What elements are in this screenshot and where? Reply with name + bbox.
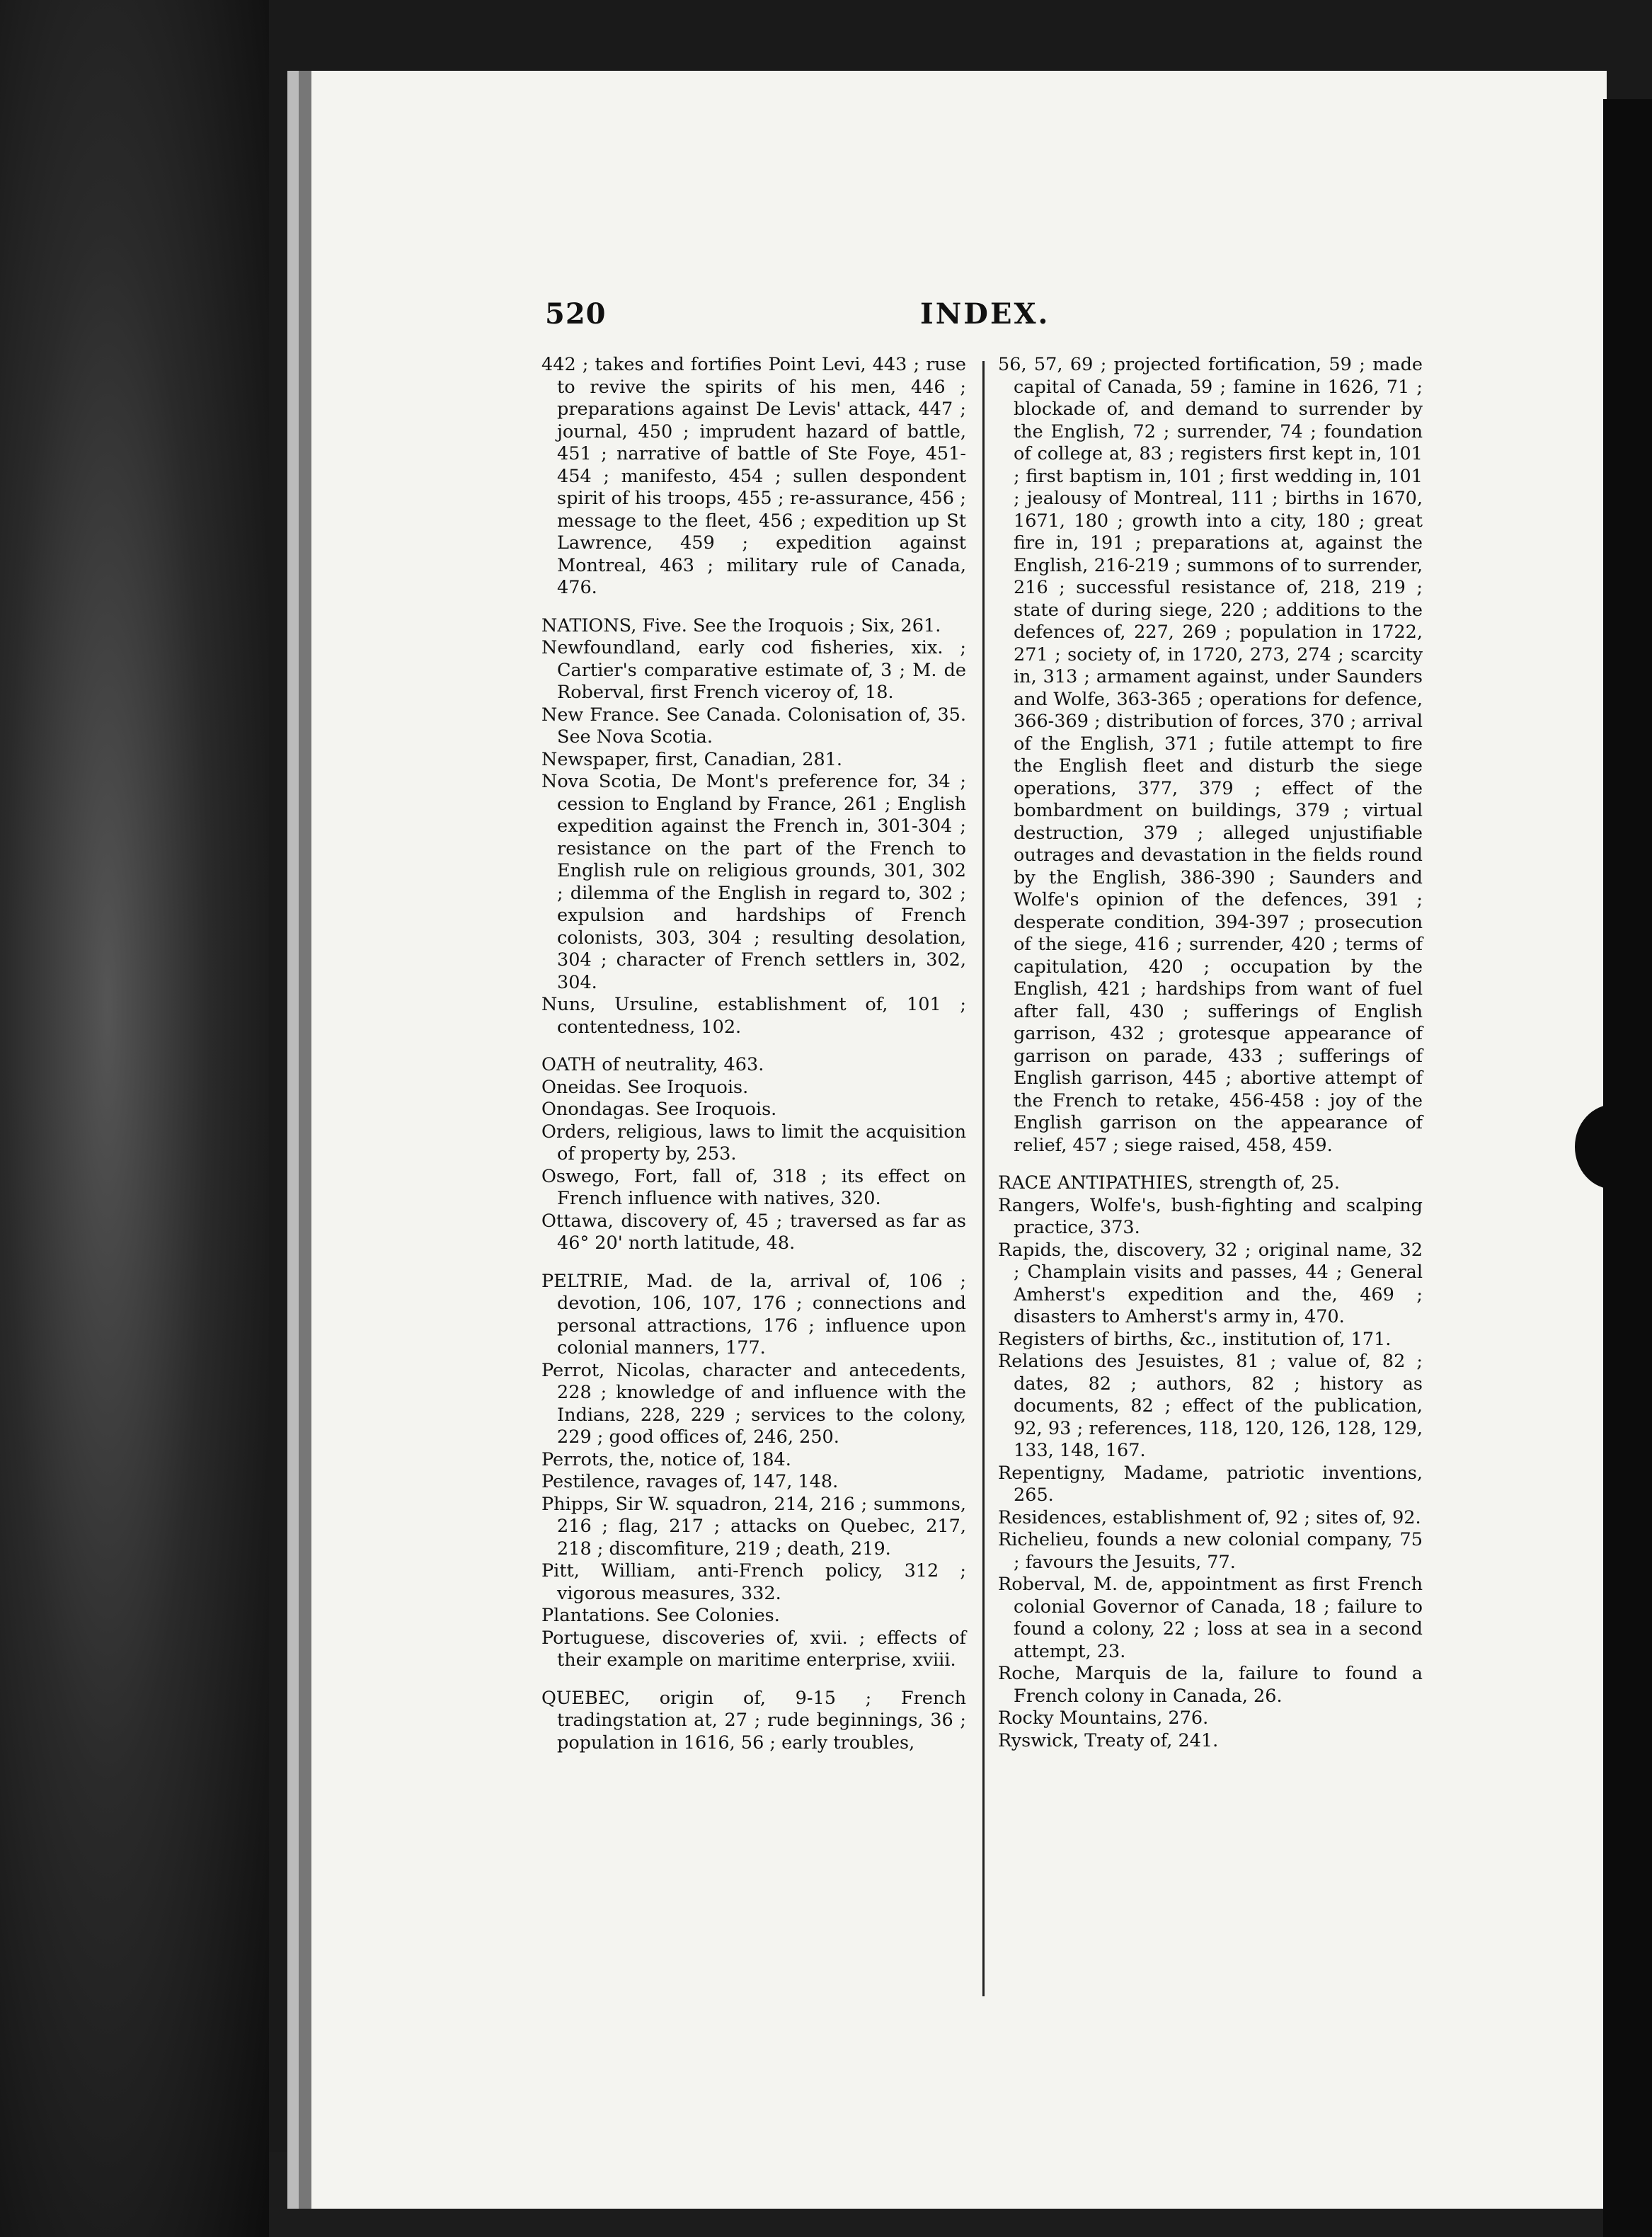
ink-blot <box>1575 1104 1652 1189</box>
index-entry: Roche, Marquis de la, failure to found a French colony in Canada, 26. <box>998 1663 1423 1707</box>
index-entry: QUEBEC, origin of, 9-15 ; French tradingstation at, 27 ; rude beginnings, 36 ; population in 1616, 56 ; early troubles, <box>541 1687 966 1753</box>
index-entry: Registers of births, &c., institution of, 171. <box>998 1328 1392 1350</box>
page-number: 520 <box>545 297 607 331</box>
index-entry: Portuguese, discoveries of, xvii. ; effects of their example on maritime enterprise, xviii. <box>541 1627 966 1671</box>
index-column-right <box>998 354 1423 1752</box>
index-entry: Oswego, Fort, fall of, 318 ; its effect on French influence with natives, 320. <box>541 1165 966 1209</box>
index-entry: Ottawa, discovery of, 45 ; traversed as far as 46° 20' north latitude, 48. <box>541 1210 966 1254</box>
index-entry: Nova Scotia, De Mont's preference for, 34 ; cession to England by France, 261 ; English expedition against the French in, 301-304 ; resistance on the part of the French to English rule on religious grounds, 301, 302 ; dilemma of the English in regard to, 302 ; expulsion and hardships of French colonists, 303, 304 ; resulting desolation, 304 ; character of French settlers in, 302, 304. <box>541 771 966 993</box>
index-entry: Ryswick, Treaty of, 241. <box>998 1729 1219 1751</box>
index-entry: Pitt, William, anti-French policy, 312 ; vigorous measures, 332. <box>541 1560 966 1604</box>
index-entry: Roberval, M. de, appointment as first French colonial Governor of Canada, 18 ; failure to found a colony, 22 ; loss at sea in a second attempt, 23. <box>998 1574 1423 1662</box>
index-entry: OATH of neutrality, 463. <box>541 1054 764 1075</box>
index-entry: PELTRIE, Mad. de la, arrival of, 106 ; devotion, 106, 107, 176 ; connections and personal attractions, 176 ; influence upon colonial manners, 177. <box>541 1270 966 1358</box>
index-entry: Perrots, the, notice of, 184. <box>541 1448 791 1470</box>
index-entry: Repentigny, Madame, patriotic inventions, 265. <box>998 1462 1423 1506</box>
index-entry: New France. See Canada. Colonisation of, 35. See Nova Scotia. <box>541 704 966 748</box>
index-entry: Rangers, Wolfe's, bush-fighting and scalping practice, 373. <box>998 1194 1423 1238</box>
index-entry: NATIONS, Five. See the Iroquois ; Six, 261. <box>541 614 941 636</box>
index-entry: Richelieu, founds a new colonial company, 75 ; favours the Jesuits, 77. <box>998 1529 1423 1573</box>
index-entry: 442 ; takes and fortifies Point Levi, 443 ; ruse to revive the spirits of his men, 446 ; preparations against De Levis' attack, 447 ; journal, 450 ; imprudent hazard of battle, 451 ; narrative of battle of Ste Foye, 451-454 ; manifesto, 454 ; sullen despondent spirit of his troops, 455 ; re-assurance, 456 ; message to the fleet, 456 ; expedition up St Lawrence, 459 ; expedition against Montreal, 463 ; military rule of Canada, 476. <box>541 354 966 598</box>
index-entry: Perrot, Nicolas, character and antecedents, 228 ; knowledge of and influence with the Indians, 228, 229 ; services to the colony, 229 ; good offices of, 246, 250. <box>541 1359 966 1448</box>
index-entry: Newfoundland, early cod fisheries, xix. ; Cartier's comparative estimate of, 3 ; M. de Roberval, first French viceroy of, 18. <box>541 637 966 703</box>
index-entry: Rocky Mountains, 276. <box>998 1707 1209 1729</box>
scan-background-left <box>0 0 269 2237</box>
index-column-left <box>541 354 966 1754</box>
index-entry: Pestilence, ravages of, 147, 148. <box>541 1471 839 1492</box>
index-entry: Residences, establishment of, 92 ; sites of, 92. <box>998 1506 1421 1528</box>
index-entry: Nuns, Ursuline, establishment of, 101 ; contentedness, 102. <box>541 994 966 1038</box>
index-entry: Plantations. See Colonies. <box>541 1605 780 1626</box>
index-entry: Rapids, the, discovery, 32 ; original name, 32 ; Champlain visits and passes, 44 ; General Amherst's expedition and the, 469 ; disasters to Amherst's army in, 470. <box>998 1239 1423 1327</box>
index-entry: Newspaper, first, Canadian, 281. <box>541 748 843 770</box>
index-entry: Onondagas. See Iroquois. <box>541 1099 777 1120</box>
index-entry: Phipps, Sir W. squadron, 214, 216 ; summons, 216 ; flag, 217 ; attacks on Quebec, 217, 218 ; discomfiture, 219 ; death, 219. <box>541 1493 966 1560</box>
index-entry: Oneidas. See Iroquois. <box>541 1076 749 1098</box>
index-entry: Orders, religious, laws to limit the acquisition of property by, 253. <box>541 1121 966 1165</box>
index-entry: Relations des Jesuistes, 81 ; value of, 82 ; dates, 82 ; authors, 82 ; history as documents, 82 ; effect of the publication, 92, 93 ; references, 118, 120, 126, 128, 129, 133, 148, 167. <box>998 1351 1423 1461</box>
index-entry: 56, 57, 69 ; projected fortification, 59 ; made capital of Canada, 59 ; famine in 1626, 71 ; blockade of, and demand to surrender by the English, 72 ; surrender, 74 ; foundation of college at, 83 ; registers first kept in, 101 ; first baptism in, 101 ; first wedding in, 101 ; jealousy of Montreal, 111 ; births in 1670, 1671, 180 ; growth into a city, 180 ; great fire in, 191 ; preparations at, against the English, 216-219 ; summons of to surrender, 216 ; successful resistance of, 218, 219 ; state of during siege, 220 ; additions to the defences of, 227, 269 ; population in 1722, 271 ; society of, in 1720, 273, 274 ; scarcity in, 313 ; armament against, under Saunders and Wolfe, 363-365 ; operations for defence, 366-369 ; distribution of forces, 370 ; arrival of the English, 371 ; futile attempt to fire the English fleet and disturb the siege operations, 377, 379 ; effect of the bombardment on buildings, 379 ; virtual destruction, 379 ; alleged unjustifiable outrages and devastation in the fields round by the English, 386-390 ; Saunders and Wolfe's opinion of the defences, 391 ; desperate condition, 394-397 ; prosecution of the siege, 416 ; surrender, 420 ; terms of capitulation, 420 ; occupation by the English, 421 ; hardships from want of fuel after fall, 430 ; sufferings of English garrison, 432 ; grotesque appearance of garrison on parade, 433 ; sufferings of English garrison, 445 ; abortive attempt of the French to retake, 456-458 : joy of the English garrison on the appearance of relief, 457 ; siege raised, 458, 459. <box>998 354 1423 1156</box>
index-entry: RACE ANTIPATHIES, strength of, 25. <box>998 1172 1340 1194</box>
page-header <box>545 297 1083 340</box>
column-divider <box>982 361 985 1996</box>
running-title: INDEX. <box>920 297 1050 331</box>
